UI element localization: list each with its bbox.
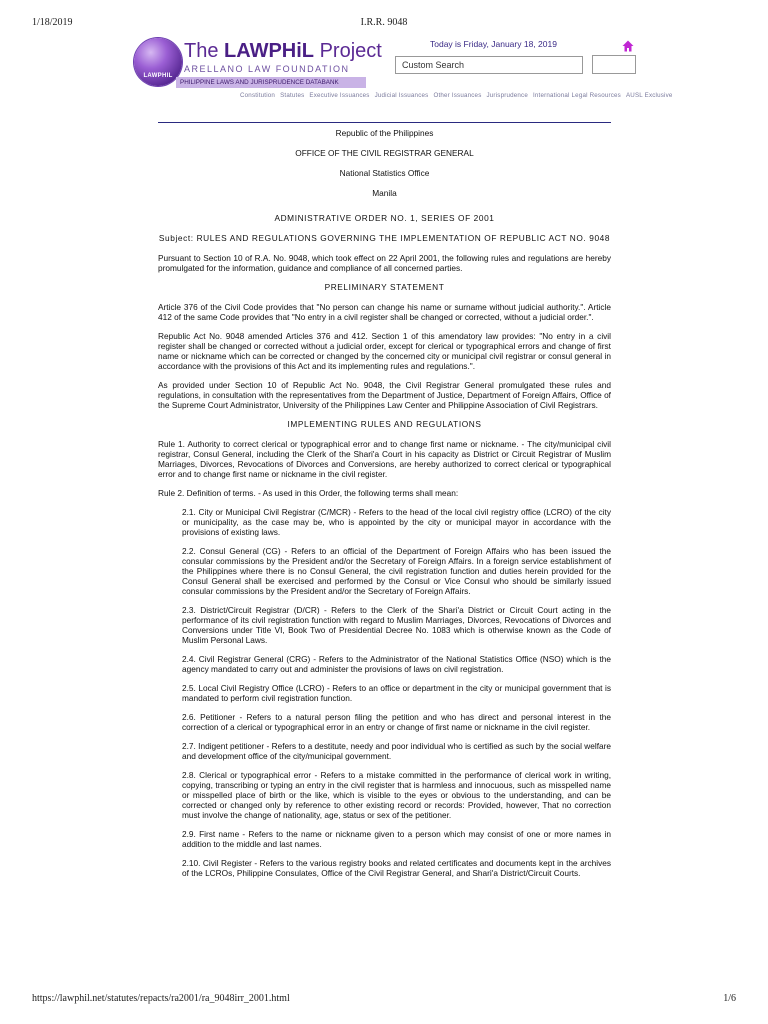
site-title-suffix: Project <box>314 40 382 62</box>
preliminary-statement-heading: PRELIMINARY STATEMENT <box>324 282 445 292</box>
nav-link-jurisprudence[interactable]: Jurisprudence <box>486 92 528 99</box>
nav-link-international-legal-resources[interactable]: International Legal Resources <box>532 92 621 99</box>
definition-item: 2.7. Indigent petitioner - Refers to a destitute, needy and poor individual who is certified as such by the social welfare and development office of the city/municipal government. <box>182 741 611 761</box>
definition-item: 2.2. Consul General (CG) - Refers to an official of the Department of Foreign Affairs who has been issued the consular commissions by the President and/or the Secretary of Foreign Affairs. In a foreign service establishment of the Philippines where there is no Consul General, the civil registration function and duties herein provided for the Consul General shall be exercised and performed by the Consul or Vice Consul who should be similarly issued consular commissions by the President and/or the Secretary of Foreign Affairs. <box>182 546 611 596</box>
nav-link-statutes[interactable]: Statutes <box>280 92 305 99</box>
nav-link-executive-issuances[interactable]: Executive Issuances <box>309 92 370 99</box>
print-url: https://lawphil.net/statutes/repacts/ra2001/ra_9048irr_2001.html <box>32 993 290 1004</box>
print-page-number: 1/6 <box>723 993 736 1004</box>
site-subtitle: ARELLANO LAW FOUNDATION <box>184 64 350 74</box>
nav-link-judicial-issuances[interactable]: Judicial Issuances <box>374 92 429 99</box>
print-title: I.R.R. 9048 <box>360 17 408 28</box>
site-title[interactable] <box>184 40 382 63</box>
nav-link-other-issuances[interactable]: Other Issuances <box>433 92 482 99</box>
definition-item: 2.6. Petitioner - Refers to a natural person filing the petition and who has direct and personal interest in the correction of a clerical or typographical error in an entry or change of first name or nickname in the civil register. <box>182 712 611 732</box>
subject-heading: Subject: RULES AND REGULATIONS GOVERNING THE IMPLEMENTATION OF REPUBLIC ACT NO. 9048 <box>158 233 611 243</box>
prelim-paragraph: Article 376 of the Civil Code provides that "No person can change his name or surname without judicial authority.". Article 412 of the same Code provides that "No entry in a civil register shall be changed or corrected, without a judicial order.". <box>158 302 611 322</box>
databank-banner: PHILIPPINE LAWS AND JURISPRUDENCE DATABANK <box>176 77 366 88</box>
document-body <box>158 128 611 887</box>
print-footer <box>32 993 736 1007</box>
definition-item: 2.3. District/Circuit Registrar (D/CR) - Refers to the Clerk of the Shari'a District or Circuit Court acting in the performance of its civil registration function with regard to Muslim Marriages, Divorces, Revocations of Divorces and Conversions under Title VI, Book Two of Presidential Decree No. 1083 which is otherwise known as the Code of Muslim Personal Laws. <box>182 605 611 645</box>
definition-item: 2.9. First name - Refers to the name or nickname given to a person which may consist of one or more names in addition to the middle and last names. <box>182 829 611 849</box>
definition-item: 2.8. Clerical or typographical error - Refers to a mistake committed in the performance of clerical work in writing, copying, transcribing or typing an entry in the civil register that is harmless and innocuous, such as misspelled name or misspelled place of birth or the like, which is visible to the eyes or obvious to the understanding, and can be corrected or changed only by reference to other existing record or records: Provided, however, That no correction must involve the change of nationality, age, status or sex of the petitioner. <box>182 770 611 820</box>
search-button[interactable] <box>592 55 636 74</box>
print-header <box>32 17 736 31</box>
rule-2-paragraph: Rule 2. Definition of terms. - As used in this Order, the following terms shall mean: <box>158 488 459 498</box>
rule-1-paragraph: Rule 1. Authority to correct clerical or typographical error and to change first name or nickname. - The city/municipal civil registrar, Consul General, including the Clerk of the Shari'a Court in his capacity as District or Circuit Registrar of Muslim Marriages, Divorces, Revocations of Divorces and Conversions, are hereby authorized to correct clerical or typographical error and to change first name or nickname in the civil register. <box>158 439 611 479</box>
lawphil-globe-logo[interactable] <box>134 38 182 86</box>
definition-item: 2.5. Local Civil Registry Office (LCRO) - Refers to an office or department in the city or municipal government that is mandated to perform civil registration function. <box>182 683 611 703</box>
search-input[interactable] <box>395 56 583 74</box>
site-title-brand: LAWPHiL <box>224 40 315 62</box>
definition-item: 2.10. Civil Register - Refers to the various registry books and related certificates and documents kept in the archives of the LCROs, Philippine Consulates, Office of the Civil Registrar General, and Shari'a District/Circuit Courts. <box>182 858 611 878</box>
republic-heading: Republic of the Philippines <box>335 128 434 138</box>
city-heading: Manila <box>372 188 397 198</box>
today-date: Today is Friday, January 18, 2019 <box>430 39 557 49</box>
office-heading: OFFICE OF THE CIVIL REGISTRAR GENERAL <box>295 148 474 158</box>
intro-paragraph: Pursuant to Section 10 of R.A. No. 9048, which took effect on 22 April 2001, the following rules and regulations are hereby promulgated for the information, guidance and compliance of all concerned parties. <box>158 253 611 273</box>
definition-item: 2.1. City or Municipal Civil Registrar (C/MCR) - Refers to the head of the local civil registry office (LCRO) of the city or municipality, as the case may be, who is appointed by the city or municipal mayor in accordance with the provisions of existing laws. <box>182 507 611 537</box>
definition-item: 2.4. Civil Registrar General (CRG) - Refers to the Administrator of the National Statistics Office (NSO) which is the agency mandated to carry out and administer the provisions of laws on civil registration. <box>182 654 611 674</box>
print-date: 1/18/2019 <box>32 17 73 28</box>
order-number-heading: ADMINISTRATIVE ORDER NO. 1, SERIES OF 2001 <box>274 213 495 223</box>
prelim-paragraph: As provided under Section 10 of Republic Act No. 9048, the Civil Registrar General promulgated these rules and regulations, in consultation with the representatives from the Department of Justice, Department of Foreign Affairs, Office of the Supreme Court Administrator, University of the Philippines Law Center and Philippine Association of Civil Registrars. <box>158 380 611 410</box>
top-navigation <box>240 92 678 99</box>
irr-heading: IMPLEMENTING RULES AND REGULATIONS <box>287 419 482 429</box>
nav-link-constitution[interactable]: Constitution <box>240 92 276 99</box>
prelim-paragraph: Republic Act No. 9048 amended Articles 376 and 412. Section 1 of this amendatory law provides: "No entry in a civil register shall be changed or corrected without a judicial order, except for clerical or typographical errors and change of first name or nickname which can be corrected or changed by the concerned city or municipal civil registrar or consul general in accordance with the provisions of this Act and its implementing rules and regulations.". <box>158 331 611 371</box>
site-title-prefix: The <box>184 40 225 62</box>
nav-link-ausl-exclusive[interactable]: AUSL Exclusive <box>625 92 673 99</box>
globe-label: LAWPHIL <box>143 73 173 79</box>
home-icon[interactable] <box>622 40 634 52</box>
nso-heading: National Statistics Office <box>339 168 430 178</box>
header-divider <box>158 122 611 123</box>
